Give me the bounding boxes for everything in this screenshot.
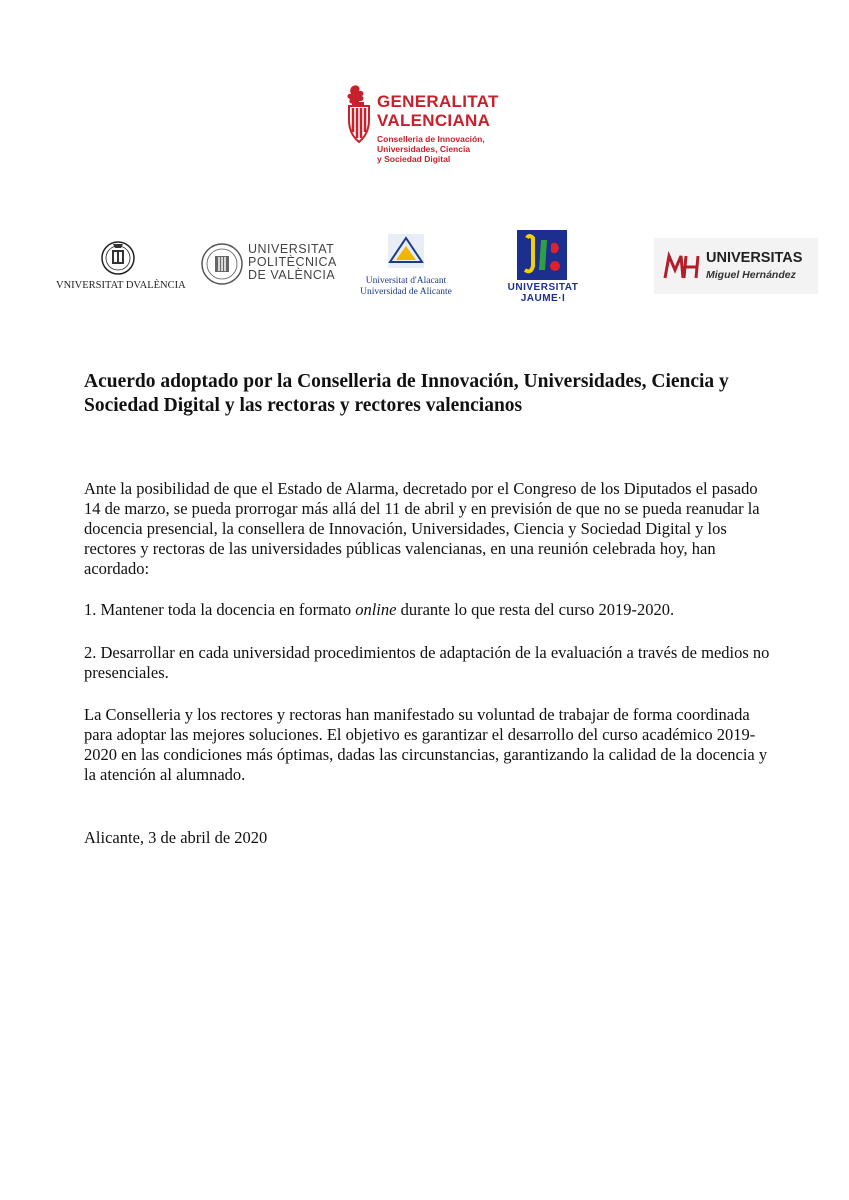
- ua-name: [358, 276, 454, 298]
- upv-name-line1: UNIVERSITAT: [248, 242, 335, 256]
- universitat-jaume-logo: [503, 230, 583, 306]
- point1-text-before: 1. Mantener toda la docencia en formato: [84, 600, 356, 619]
- point1-text-after: durante lo que resta del curso 2019-2020.: [396, 600, 675, 619]
- uv-seal-icon: [100, 240, 136, 280]
- conselleria-name-line1: Conselleria de Innovación,: [377, 134, 485, 144]
- closing-paragraph: La Conselleria y los rectores y rectoras han manifestado su voluntad de trabajar de forma coordinada para adoptar las mejores soluciones. El objetivo es garantizar el desarrollo del curso académico 2019-2020 en las condiciones más óptimas, dadas las circunstancias, garantizando la calidad de la docencia y la atención al alumnado.: [84, 705, 768, 784]
- umh-subtitle: Miguel Hernández: [706, 269, 796, 281]
- generalitat-title-line2: VALENCIANA: [377, 111, 491, 130]
- uv-name: VNIVERSITAT DVALÈNCIA: [56, 280, 186, 291]
- ua-triangle-icon: [386, 232, 426, 270]
- place-date: Alicante, 3 de abril de 2020: [84, 828, 268, 847]
- generalitat-title-line1: GENERALITAT: [377, 92, 499, 111]
- generalitat-emblem-icon: [343, 84, 375, 146]
- intro-paragraph: Ante la posibilidad de que el Estado de Alarma, decretado por el Congreso de los Diputados el pasado 14 de marzo, se pueda prorrogar más allá del 11 de abril y en previsión de que no se pueda reanudar la docencia presencial, la consellera de Innovación, Universidades, Ciencia y Sociedad Digital y los rectores y rectoras de las universidades públicas valencianas, en una reunión celebrada hoy, han acordado:: [84, 479, 760, 578]
- generalitat-title: [377, 92, 499, 130]
- generalitat-logo: [343, 84, 513, 174]
- ua-name-line1: Universitat d'Alacant: [365, 276, 447, 286]
- conselleria-name-line3: y Sociedad Digital: [377, 154, 451, 164]
- agreement-point-1: [84, 600, 774, 620]
- umh-title: UNIVERSITAS: [706, 250, 803, 266]
- document-title: Acuerdo adoptado por la Conselleria de Innovación, Universidades, Ciencia y Sociedad Digital y las rectoras y rectores valencianos: [84, 371, 729, 416]
- uji-name-line1: UNIVERSITAT: [507, 282, 579, 293]
- umh-monogram-icon: [662, 250, 702, 282]
- uji-emblem-icon: [517, 230, 567, 280]
- conselleria-name-line2: Universidades, Ciencia: [377, 144, 471, 154]
- upv-logo: [200, 240, 340, 288]
- ua-name-line2: Universidad de Alicante: [360, 287, 452, 297]
- universitat-valencia-logo: [56, 240, 186, 296]
- umh-logo: [654, 238, 818, 294]
- upv-name: [248, 243, 337, 282]
- conselleria-name: [377, 134, 485, 164]
- universitat-alacant-logo: [358, 232, 458, 302]
- upv-name-line3: DE VALÈNCIA: [248, 268, 336, 282]
- upv-seal-icon: [200, 242, 244, 286]
- point1-italic-online: online: [355, 600, 397, 619]
- upv-name-line2: POLITÈCNICA: [248, 255, 337, 269]
- uji-name: [503, 282, 583, 304]
- uji-name-line2: JAUME·I: [520, 293, 566, 304]
- agreement-point-2: 2. Desarrollar en cada universidad procedimientos de adaptación de la evaluación a través de medios no presenciales.: [84, 643, 770, 682]
